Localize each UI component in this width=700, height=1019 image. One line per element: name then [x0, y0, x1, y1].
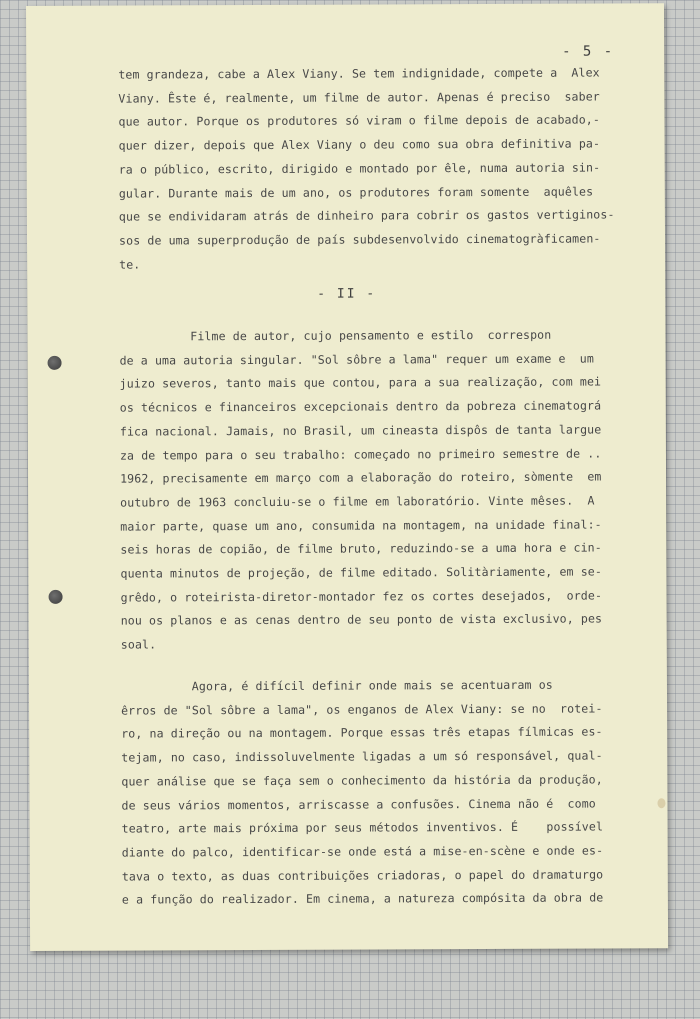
text-line: Viany. Êste é, realmente, um filme de autor. Apenas é preciso saber	[118, 89, 600, 106]
section-heading: - II -	[317, 286, 377, 302]
text-line: que autor. Porque os produtores só viram o filme depois de acabado,-	[118, 112, 600, 130]
typewritten-page	[26, 3, 668, 951]
paragraph-1	[118, 61, 619, 277]
text-line: fica nacional. Jamais, no Brasil, um cineasta dispôs de tanta largue	[119, 422, 602, 439]
paragraph-3	[121, 673, 622, 912]
text-line: sos de uma superprodução de país subdesenvolvido cinematogràficamen-	[118, 231, 601, 248]
text-line: grêdo, o roteirista-diretor-montador fez os cortes desejados, orde-	[120, 588, 603, 605]
text-line: soal.	[120, 637, 157, 652]
text-line: que se endividaram atrás de dinheiro para cobrir os gastos vertiginos-	[118, 207, 615, 224]
text-line: diante do palco, identificar-se onde está a mise-en-scène e onde es-	[121, 843, 604, 860]
punch-hole-top	[48, 356, 62, 370]
page-number: - 5 -	[562, 43, 615, 60]
text-line: os técnicos e financeiros excepcionais dentro da pobreza cinematográ	[119, 398, 602, 415]
text-line: ra o público, escrito, dirigido e montado por êle, numa autoria sin-	[118, 160, 601, 177]
text-line: quer dizer, depois que Alex Viany o deu como sua obra definitiva pa-	[118, 136, 601, 153]
text-line: gular. Durante mais de um ano, os produtores foram somente aquêles	[118, 184, 594, 201]
text-line: de seus vários momentos, arriscasse a confusões. Cinema não é como	[121, 796, 596, 813]
text-line: 1962, precisamente em março com a elaboração do roteiro, sòmente em	[120, 469, 602, 486]
text-line: Agora, é difícil definir onde mais se acentuaram os	[120, 677, 553, 694]
text-line: quenta minutos de projeção, de filme editado. Solitàriamente, em se-	[120, 564, 602, 581]
text-line: za de tempo para o seu trabalho: começado no primeiro semestre de ..	[119, 446, 602, 463]
text-line: teatro, arte mais próxima por seus métodos inventivos. É possível	[121, 819, 604, 836]
text-line: juizo severos, tanto mais que contou, para a sua realização, com mei	[119, 374, 602, 392]
text-line: nou os planos e as cenas dentro de seu ponto de vista exclusivo, pes	[120, 611, 603, 629]
punch-hole-bottom	[49, 590, 63, 604]
text-line: seis horas de copião, de filme bruto, reduzindo-se a uma hora e cin-	[120, 540, 602, 557]
text-line: te.	[119, 257, 141, 272]
text-line: Filme de autor, cujo pensamento e estilo correspon	[119, 327, 552, 344]
text-line: tava o texto, as duas contribuições criadoras, o papel do dramaturgo	[121, 867, 604, 884]
text-line: outubro de 1963 concluiu-se o filme em laboratório. Vinte mêses. A	[120, 493, 595, 510]
text-line: tem grandeza, cabe a Alex Viany. Se tem indignidade, compete a Alex	[118, 65, 600, 82]
text-line: êrros de "Sol sôbre a lama", os enganos de Alex Viany: se no rotei-	[121, 701, 603, 718]
text-line: maior parte, quase um ano, consumida na montagem, na unidade final:-	[120, 517, 602, 534]
paragraph-2	[119, 323, 620, 657]
text-line: ro, na direção ou na montagem. Porque essas três etapas fílmicas es-	[121, 724, 603, 741]
text-line: tejam, no caso, indissoluvelmente ligadas a um só responsável, qual-	[121, 748, 603, 765]
text-line: quer análise que se faça sem o conhecimento da história da produção,	[121, 772, 603, 789]
paper-stain	[657, 798, 665, 808]
text-line: e a função do realizador. Em cinema, a natureza compósita da obra de	[121, 890, 604, 907]
text-line: de a uma autoria singular. "Sol sôbre a lama" requer um exame e um	[119, 351, 594, 368]
